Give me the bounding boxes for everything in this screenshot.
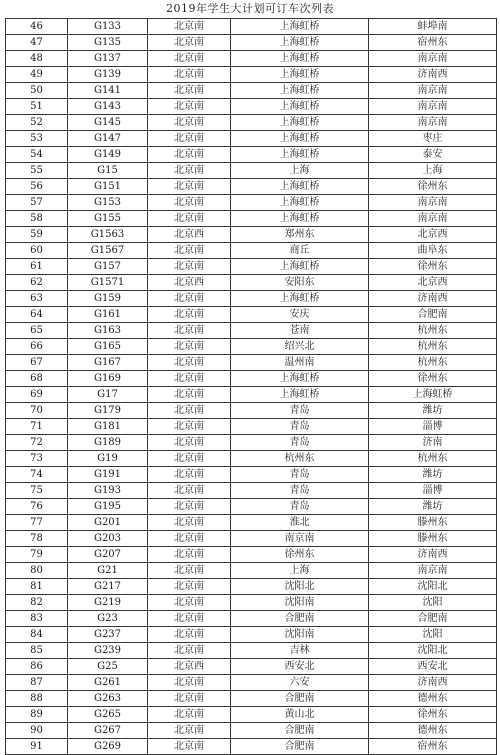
table-row — [6, 275, 497, 291]
train-number-cell: G189 — [68, 435, 148, 451]
train-number-cell: G267 — [68, 723, 148, 739]
origin-station-cell: 苍南 — [231, 323, 369, 339]
departure-station-cell: 北京南 — [148, 451, 231, 467]
table-row — [6, 659, 497, 675]
destination-station-cell: 徐州东 — [369, 179, 497, 195]
table-row — [6, 355, 497, 371]
table-body — [6, 19, 497, 755]
train-number-cell: G143 — [68, 99, 148, 115]
table-row — [6, 339, 497, 355]
departure-station-cell: 北京南 — [148, 259, 231, 275]
origin-station-cell: 青岛 — [231, 419, 369, 435]
destination-station-cell: 潍坊 — [369, 467, 497, 483]
departure-station-cell: 北京南 — [148, 131, 231, 147]
row-index-cell: 50 — [6, 83, 68, 99]
row-index-cell: 71 — [6, 419, 68, 435]
row-index-cell: 47 — [6, 35, 68, 51]
destination-station-cell: 沈阳 — [369, 627, 497, 643]
table-row — [6, 243, 497, 259]
row-index-cell: 49 — [6, 67, 68, 83]
row-index-cell: 82 — [6, 595, 68, 611]
destination-station-cell: 杭州东 — [369, 339, 497, 355]
departure-station-cell: 北京南 — [148, 531, 231, 547]
origin-station-cell: 上海虹桥 — [231, 371, 369, 387]
departure-station-cell: 北京南 — [148, 355, 231, 371]
destination-station-cell: 南京南 — [369, 51, 497, 67]
table-row — [6, 643, 497, 659]
origin-station-cell: 上海虹桥 — [231, 387, 369, 403]
row-index-cell: 89 — [6, 707, 68, 723]
train-number-cell: G165 — [68, 339, 148, 355]
origin-station-cell: 沈阳南 — [231, 627, 369, 643]
departure-station-cell: 北京南 — [148, 19, 231, 35]
table-row — [6, 227, 497, 243]
table-row — [6, 291, 497, 307]
table-row — [6, 403, 497, 419]
destination-station-cell: 南京南 — [369, 211, 497, 227]
destination-station-cell: 杭州东 — [369, 323, 497, 339]
train-number-cell: G21 — [68, 563, 148, 579]
origin-station-cell: 安阳东 — [231, 275, 369, 291]
table-row — [6, 499, 497, 515]
departure-station-cell: 北京南 — [148, 387, 231, 403]
origin-station-cell: 青岛 — [231, 435, 369, 451]
destination-station-cell: 淄博 — [369, 419, 497, 435]
row-index-cell: 60 — [6, 243, 68, 259]
table-row — [6, 19, 497, 35]
row-index-cell: 53 — [6, 131, 68, 147]
table-row — [6, 467, 497, 483]
row-index-cell: 75 — [6, 483, 68, 499]
departure-station-cell: 北京南 — [148, 595, 231, 611]
row-index-cell: 78 — [6, 531, 68, 547]
departure-station-cell: 北京南 — [148, 467, 231, 483]
table-row — [6, 563, 497, 579]
row-index-cell: 80 — [6, 563, 68, 579]
row-index-cell: 61 — [6, 259, 68, 275]
table-row — [6, 211, 497, 227]
departure-station-cell: 北京南 — [148, 67, 231, 83]
row-index-cell: 79 — [6, 547, 68, 563]
row-index-cell: 58 — [6, 211, 68, 227]
row-index-cell: 62 — [6, 275, 68, 291]
table-row — [6, 723, 497, 739]
destination-station-cell: 德州东 — [369, 723, 497, 739]
destination-station-cell: 济南西 — [369, 291, 497, 307]
table-row — [6, 435, 497, 451]
table-row — [6, 147, 497, 163]
origin-station-cell: 上海虹桥 — [231, 131, 369, 147]
origin-station-cell: 上海虹桥 — [231, 51, 369, 67]
train-number-cell: G25 — [68, 659, 148, 675]
origin-station-cell: 青岛 — [231, 403, 369, 419]
row-index-cell: 46 — [6, 19, 68, 35]
train-number-cell: G141 — [68, 83, 148, 99]
train-number-cell: G191 — [68, 467, 148, 483]
destination-station-cell: 枣庄 — [369, 131, 497, 147]
departure-station-cell: 北京南 — [148, 547, 231, 563]
destination-station-cell: 上海虹桥 — [369, 387, 497, 403]
train-number-cell: G1567 — [68, 243, 148, 259]
row-index-cell: 55 — [6, 163, 68, 179]
origin-station-cell: 合肥南 — [231, 739, 369, 755]
row-index-cell: 65 — [6, 323, 68, 339]
train-number-cell: G153 — [68, 195, 148, 211]
table-row — [6, 323, 497, 339]
train-number-cell: G155 — [68, 211, 148, 227]
table-row — [6, 595, 497, 611]
table-row — [6, 307, 497, 323]
departure-station-cell: 北京南 — [148, 707, 231, 723]
origin-station-cell: 杭州东 — [231, 451, 369, 467]
destination-station-cell: 淄博 — [369, 483, 497, 499]
destination-station-cell: 南京南 — [369, 195, 497, 211]
train-number-cell: G149 — [68, 147, 148, 163]
origin-station-cell: 沈阳北 — [231, 579, 369, 595]
train-number-cell: G157 — [68, 259, 148, 275]
train-number-cell: G159 — [68, 291, 148, 307]
table-row — [6, 51, 497, 67]
destination-station-cell: 上海 — [369, 163, 497, 179]
row-index-cell: 90 — [6, 723, 68, 739]
train-number-cell: G145 — [68, 115, 148, 131]
row-index-cell: 73 — [6, 451, 68, 467]
departure-station-cell: 北京南 — [148, 323, 231, 339]
departure-station-cell: 北京西 — [148, 659, 231, 675]
train-number-cell: G147 — [68, 131, 148, 147]
departure-station-cell: 北京南 — [148, 83, 231, 99]
table-row — [6, 131, 497, 147]
train-number-cell: G135 — [68, 35, 148, 51]
row-index-cell: 86 — [6, 659, 68, 675]
row-index-cell: 88 — [6, 691, 68, 707]
destination-station-cell: 潍坊 — [369, 499, 497, 515]
origin-station-cell: 上海虹桥 — [231, 211, 369, 227]
destination-station-cell: 蚌埠南 — [369, 19, 497, 35]
destination-station-cell: 济南西 — [369, 675, 497, 691]
train-number-cell: G15 — [68, 163, 148, 179]
train-number-cell: G263 — [68, 691, 148, 707]
departure-station-cell: 北京南 — [148, 339, 231, 355]
destination-station-cell: 宿州东 — [369, 35, 497, 51]
row-index-cell: 59 — [6, 227, 68, 243]
table-row — [6, 547, 497, 563]
row-index-cell: 56 — [6, 179, 68, 195]
destination-station-cell: 徐州东 — [369, 259, 497, 275]
destination-station-cell: 宿州东 — [369, 739, 497, 755]
destination-station-cell: 滕州东 — [369, 515, 497, 531]
departure-station-cell: 北京南 — [148, 243, 231, 259]
row-index-cell: 87 — [6, 675, 68, 691]
destination-station-cell: 西安北 — [369, 659, 497, 675]
origin-station-cell: 商丘 — [231, 243, 369, 259]
origin-station-cell: 西安北 — [231, 659, 369, 675]
departure-station-cell: 北京南 — [148, 35, 231, 51]
table-row — [6, 611, 497, 627]
origin-station-cell: 安庆 — [231, 307, 369, 323]
table-row — [6, 67, 497, 83]
table-row — [6, 419, 497, 435]
departure-station-cell: 北京南 — [148, 499, 231, 515]
origin-station-cell: 上海 — [231, 563, 369, 579]
departure-station-cell: 北京南 — [148, 643, 231, 659]
train-number-cell: G261 — [68, 675, 148, 691]
row-index-cell: 84 — [6, 627, 68, 643]
destination-station-cell: 潍坊 — [369, 403, 497, 419]
departure-station-cell: 北京南 — [148, 179, 231, 195]
table-row — [6, 387, 497, 403]
departure-station-cell: 北京南 — [148, 611, 231, 627]
origin-station-cell: 徐州东 — [231, 547, 369, 563]
row-index-cell: 48 — [6, 51, 68, 67]
destination-station-cell: 泰安 — [369, 147, 497, 163]
table-row — [6, 515, 497, 531]
row-index-cell: 69 — [6, 387, 68, 403]
destination-station-cell: 南京南 — [369, 563, 497, 579]
train-number-cell: G193 — [68, 483, 148, 499]
train-number-cell: G139 — [68, 67, 148, 83]
table-row — [6, 627, 497, 643]
table-row — [6, 115, 497, 131]
table-row — [6, 371, 497, 387]
train-number-cell: G237 — [68, 627, 148, 643]
departure-station-cell: 北京南 — [148, 675, 231, 691]
row-index-cell: 91 — [6, 739, 68, 755]
departure-station-cell: 北京南 — [148, 51, 231, 67]
origin-station-cell: 上海虹桥 — [231, 35, 369, 51]
departure-station-cell: 北京南 — [148, 163, 231, 179]
table-row — [6, 163, 497, 179]
row-index-cell: 70 — [6, 403, 68, 419]
origin-station-cell: 青岛 — [231, 483, 369, 499]
row-index-cell: 64 — [6, 307, 68, 323]
train-number-cell: G1563 — [68, 227, 148, 243]
origin-station-cell: 沈阳南 — [231, 595, 369, 611]
row-index-cell: 54 — [6, 147, 68, 163]
origin-station-cell: 上海虹桥 — [231, 115, 369, 131]
train-number-cell: G167 — [68, 355, 148, 371]
train-number-cell: G265 — [68, 707, 148, 723]
page-title: 2019年学生大计划可订车次列表 — [166, 2, 334, 15]
origin-station-cell: 上海虹桥 — [231, 195, 369, 211]
origin-station-cell: 上海虹桥 — [231, 19, 369, 35]
train-number-cell: G179 — [68, 403, 148, 419]
origin-station-cell: 温州南 — [231, 355, 369, 371]
origin-station-cell: 青岛 — [231, 499, 369, 515]
train-number-cell: G219 — [68, 595, 148, 611]
row-index-cell: 83 — [6, 611, 68, 627]
departure-station-cell: 北京南 — [148, 147, 231, 163]
departure-station-cell: 北京南 — [148, 99, 231, 115]
table-row — [6, 707, 497, 723]
departure-station-cell: 北京南 — [148, 723, 231, 739]
row-index-cell: 77 — [6, 515, 68, 531]
train-number-cell: G195 — [68, 499, 148, 515]
departure-station-cell: 北京南 — [148, 579, 231, 595]
origin-station-cell: 合肥南 — [231, 611, 369, 627]
train-number-cell: G217 — [68, 579, 148, 595]
departure-station-cell: 北京南 — [148, 371, 231, 387]
destination-station-cell: 徐州东 — [369, 707, 497, 723]
destination-station-cell: 杭州东 — [369, 451, 497, 467]
train-number-cell: G23 — [68, 611, 148, 627]
train-number-cell: G239 — [68, 643, 148, 659]
table-row — [6, 83, 497, 99]
train-number-cell: G137 — [68, 51, 148, 67]
destination-station-cell: 沈阳北 — [369, 579, 497, 595]
destination-station-cell: 南京南 — [369, 99, 497, 115]
table-row — [6, 451, 497, 467]
table-row — [6, 99, 497, 115]
origin-station-cell: 上海虹桥 — [231, 291, 369, 307]
train-number-cell: G201 — [68, 515, 148, 531]
origin-station-cell: 南京南 — [231, 531, 369, 547]
departure-station-cell: 北京西 — [148, 275, 231, 291]
departure-station-cell: 北京南 — [148, 403, 231, 419]
row-index-cell: 67 — [6, 355, 68, 371]
train-number-cell: G207 — [68, 547, 148, 563]
destination-station-cell: 济南西 — [369, 67, 497, 83]
row-index-cell: 51 — [6, 99, 68, 115]
train-number-cell: G133 — [68, 19, 148, 35]
destination-station-cell: 杭州东 — [369, 355, 497, 371]
table-row — [6, 483, 497, 499]
origin-station-cell: 六安 — [231, 675, 369, 691]
departure-station-cell: 北京南 — [148, 419, 231, 435]
destination-station-cell: 合肥南 — [369, 611, 497, 627]
departure-station-cell: 北京南 — [148, 739, 231, 755]
destination-station-cell: 滕州东 — [369, 531, 497, 547]
row-index-cell: 66 — [6, 339, 68, 355]
destination-station-cell: 沈阳北 — [369, 643, 497, 659]
departure-station-cell: 北京南 — [148, 195, 231, 211]
train-number-cell: G203 — [68, 531, 148, 547]
destination-station-cell: 曲阜东 — [369, 243, 497, 259]
table-row — [6, 531, 497, 547]
destination-station-cell: 南京南 — [369, 83, 497, 99]
train-number-cell: G161 — [68, 307, 148, 323]
table-row — [6, 739, 497, 755]
row-index-cell: 85 — [6, 643, 68, 659]
departure-station-cell: 北京南 — [148, 291, 231, 307]
destination-station-cell: 合肥南 — [369, 307, 497, 323]
departure-station-cell: 北京西 — [148, 227, 231, 243]
train-number-cell: G169 — [68, 371, 148, 387]
train-list-table — [5, 18, 497, 755]
origin-station-cell: 上海虹桥 — [231, 83, 369, 99]
departure-station-cell: 北京南 — [148, 627, 231, 643]
row-index-cell: 76 — [6, 499, 68, 515]
departure-station-cell: 北京南 — [148, 691, 231, 707]
destination-station-cell: 济南西 — [369, 547, 497, 563]
origin-station-cell: 上海 — [231, 163, 369, 179]
train-number-cell: G163 — [68, 323, 148, 339]
departure-station-cell: 北京南 — [148, 483, 231, 499]
row-index-cell: 63 — [6, 291, 68, 307]
origin-station-cell: 上海虹桥 — [231, 147, 369, 163]
train-number-cell: G181 — [68, 419, 148, 435]
origin-station-cell: 上海虹桥 — [231, 99, 369, 115]
origin-station-cell: 郑州东 — [231, 227, 369, 243]
origin-station-cell: 上海虹桥 — [231, 179, 369, 195]
row-index-cell: 68 — [6, 371, 68, 387]
origin-station-cell: 黄山北 — [231, 707, 369, 723]
table-row — [6, 179, 497, 195]
origin-station-cell: 合肥南 — [231, 723, 369, 739]
departure-station-cell: 北京南 — [148, 115, 231, 131]
destination-station-cell: 南京南 — [369, 115, 497, 131]
table-row — [6, 675, 497, 691]
origin-station-cell: 绍兴北 — [231, 339, 369, 355]
departure-station-cell: 北京南 — [148, 515, 231, 531]
destination-station-cell: 北京西 — [369, 227, 497, 243]
origin-station-cell: 淮北 — [231, 515, 369, 531]
row-index-cell: 52 — [6, 115, 68, 131]
table-row — [6, 259, 497, 275]
row-index-cell: 74 — [6, 467, 68, 483]
origin-station-cell: 合肥南 — [231, 691, 369, 707]
train-number-cell: G1571 — [68, 275, 148, 291]
table-row — [6, 579, 497, 595]
table-row — [6, 691, 497, 707]
origin-station-cell: 上海虹桥 — [231, 67, 369, 83]
departure-station-cell: 北京南 — [148, 563, 231, 579]
row-index-cell: 57 — [6, 195, 68, 211]
destination-station-cell: 徐州东 — [369, 371, 497, 387]
origin-station-cell: 上海虹桥 — [231, 259, 369, 275]
destination-station-cell: 沈阳 — [369, 595, 497, 611]
row-index-cell: 81 — [6, 579, 68, 595]
train-number-cell: G19 — [68, 451, 148, 467]
table-row — [6, 35, 497, 51]
table-row — [6, 195, 497, 211]
train-number-cell: G17 — [68, 387, 148, 403]
origin-station-cell: 吉林 — [231, 643, 369, 659]
destination-station-cell: 济南 — [369, 435, 497, 451]
destination-station-cell: 德州东 — [369, 691, 497, 707]
origin-station-cell: 青岛 — [231, 467, 369, 483]
departure-station-cell: 北京南 — [148, 211, 231, 227]
departure-station-cell: 北京南 — [148, 307, 231, 323]
row-index-cell: 72 — [6, 435, 68, 451]
train-number-cell: G269 — [68, 739, 148, 755]
destination-station-cell: 北京西 — [369, 275, 497, 291]
departure-station-cell: 北京南 — [148, 435, 231, 451]
train-number-cell: G151 — [68, 179, 148, 195]
